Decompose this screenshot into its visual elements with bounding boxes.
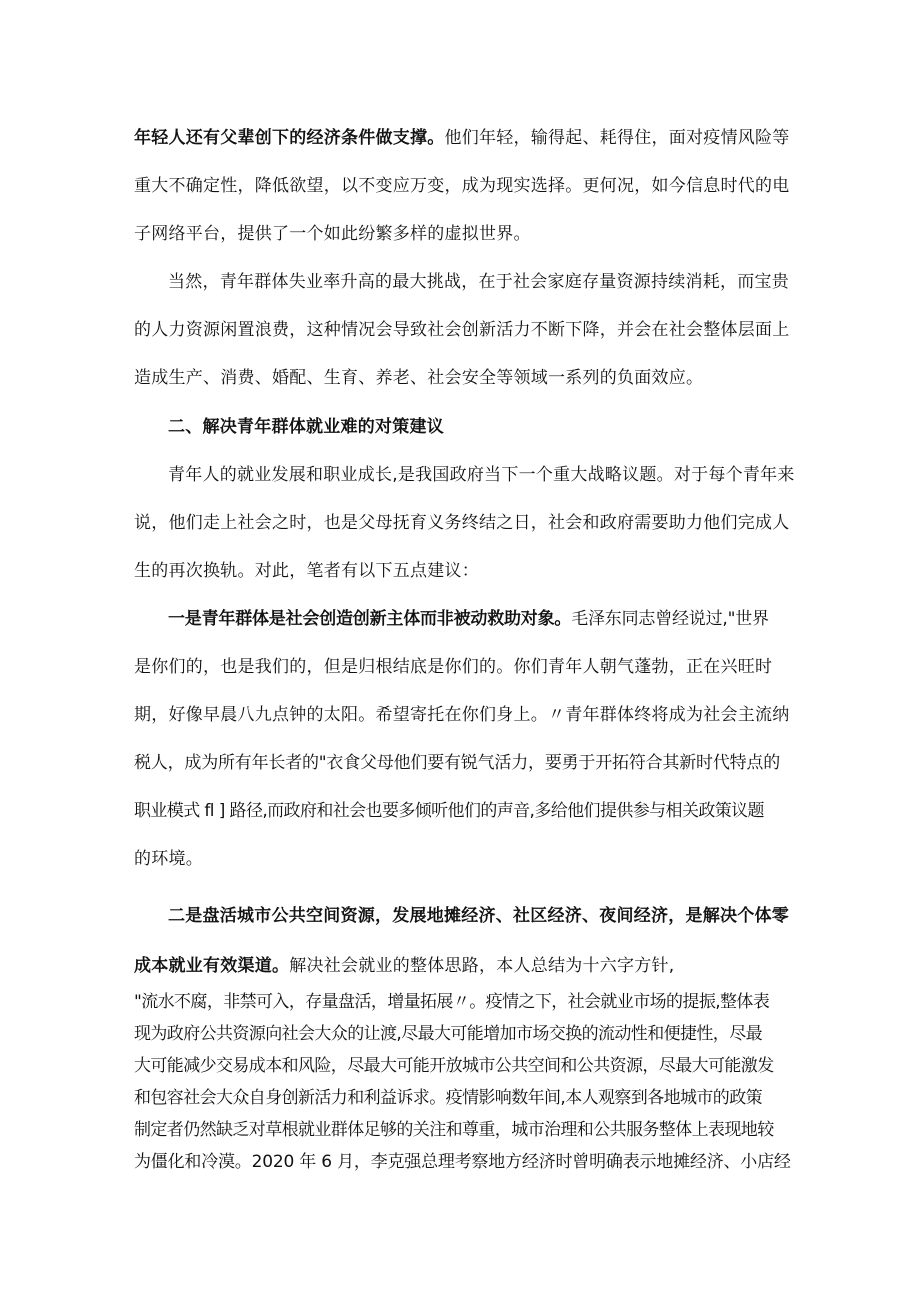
paragraph-line: 青年人的就业发展和职业成长,是我国政府当下一个重大战略议题。对于每个青年来: [168, 465, 795, 485]
paragraph-line: 和包容社会大众自身创新活力和利益诉求。疫情影响数年间,本人观察到各地城市的政策: [134, 1088, 763, 1108]
paragraph-line: 的环境。: [134, 849, 203, 869]
section-heading: 二、解决青年群体就业难的对策建议: [168, 417, 444, 437]
paragraph-line: 税人，成为所有年长者的"衣食父母他们要有锐气活力，要勇于开拓符合其新时代特点的: [134, 753, 781, 773]
paragraph-line: 现为政府公共资源向社会大众的让渡,尽最大可能增加市场交换的流动性和便捷性，尽最: [134, 1024, 763, 1044]
paragraph-line: 是你们的，也是我们的，但是归根结底是你们的。你们青年人朝气蓬勃，正在兴旺时: [134, 657, 773, 677]
paragraph-line: 制定者仍然缺乏对草根就业群体足够的关注和尊重，城市治理和公共服务整体上表现地较: [134, 1120, 774, 1140]
paragraph-line: [168, 608, 828, 630]
paragraph-line: [134, 127, 794, 149]
paragraph-text: 他们年轻，输得起、耗得住，面对疫情风险等: [444, 128, 790, 148]
paragraph-line: [134, 955, 794, 977]
paragraph-line: 造成生产、消费、婚配、生育、养老、社会安全等领域一系列的负面效应。: [134, 368, 704, 388]
paragraph-line: 期，好像早晨八九点钟的太阳。希望寄托在你们身上。〃青年群体终将成为社会主流纳: [134, 705, 790, 725]
bold-lead-phrase: 成本就业有效渠道。: [134, 956, 290, 976]
bold-lead-phrase: 年轻人还有父辈创下的经济条件做支撑。: [134, 128, 445, 148]
paragraph-text: 解决社会就业的整体思路，本人总结为十六字方针,: [289, 956, 675, 976]
paragraph-line: 职业模式 fl ] 路径,而政府和社会也要多倾听他们的声音,多给他们提供参与相关政策议题: [134, 801, 764, 821]
paragraph-line: 为僵化和冷漠。2020 年 6 月，李克强总理考察地方经济时曾明确表示地摊经济、小店经: [134, 1152, 791, 1172]
paragraph-line: 说，他们走上社会之时，也是父母抚育义务终结之日，社会和政府需要助力他们完成人: [134, 513, 790, 533]
paragraph-line: "流水不腐，非禁可入，存量盘活，增量拓展〃。疫情之下，社会就业市场的提振,整体表: [134, 992, 770, 1012]
paragraph-line-bold: 二是盘活城市公共空间资源，发展地摊经济、社区经济、夜间经济，是解决个体零: [168, 906, 789, 926]
paragraph-line: 重大不确定性，降低欲望，以不变应万变，成为现实选择。更何况，如今信息时代的电: [134, 176, 790, 196]
paragraph-line: 子网络平台，提供了一个如此纷繁多样的虚拟世界。: [134, 224, 531, 244]
paragraph-line: 生的再次换轨。对此，笔者有以下五点建议：: [134, 561, 479, 581]
bold-lead-phrase: 一是青年群体是社会创造创新主体而非被动救助对象。: [168, 609, 572, 629]
paragraph-line: 当然，青年群体失业率升高的最大挑战，在于社会家庭存量资源持续消耗，而宝贵: [168, 272, 789, 292]
paragraph-line: 大可能减少交易成本和风险，尽最大可能开放城市公共空间和公共资源，尽最大可能激发: [134, 1056, 774, 1076]
paragraph-line: 的人力资源闲置浪费，这种情况会导致社会创新活力不断下降，并会在社会整体层面上: [134, 320, 790, 340]
paragraph-text: 毛泽东同志曾经说过,"世界: [571, 609, 769, 629]
